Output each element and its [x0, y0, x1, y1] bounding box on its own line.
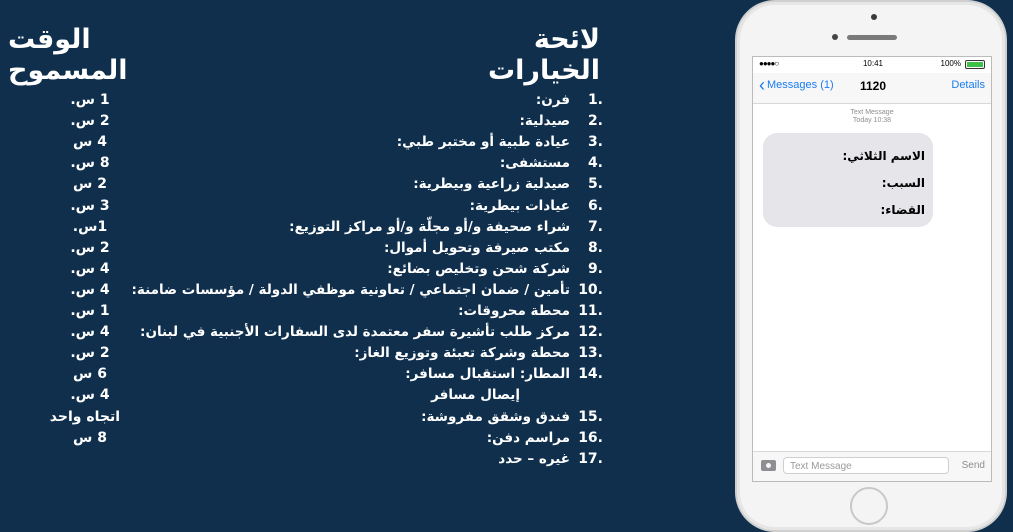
allowed-time: 4 س.: [70, 281, 110, 298]
details-button[interactable]: Details: [951, 79, 985, 91]
allowed-time: 6 س: [73, 366, 107, 383]
allowed-time: 1س.: [72, 218, 108, 235]
status-time: 10:41: [862, 59, 884, 68]
list-item: [0, 321, 620, 343]
message-type: Text Message: [850, 109, 894, 116]
chevron-left-icon: ‹: [759, 75, 765, 95]
option-label: صيدلية:: [519, 113, 570, 130]
list-item: [0, 110, 620, 132]
allowed-time: 2 س.: [70, 345, 110, 362]
option-label: مراسم دفن:: [486, 429, 570, 446]
option-number: 7.: [587, 218, 603, 235]
list-item: [0, 195, 620, 217]
option-label: تأمين / ضمان اجتماعي / تعاونية موظفي الدولة / مؤسسات ضامنة:: [131, 281, 570, 298]
status-bar: [753, 57, 991, 71]
list-item: [0, 152, 620, 174]
phone-mockup: [735, 0, 1007, 532]
allowed-time: 1 س.: [70, 303, 110, 319]
option-number: 4.: [587, 155, 603, 172]
option-number: 15.: [578, 408, 603, 425]
signal-icon: ●●●●○: [759, 59, 779, 68]
option-number: 5.: [587, 176, 603, 193]
back-label: Messages (1): [767, 79, 834, 91]
allowed-time: 4 س.: [70, 324, 110, 341]
message-input-bar: [753, 451, 991, 482]
option-number: 1.: [587, 92, 603, 108]
option-number: 6.: [587, 197, 603, 214]
list-item: [0, 342, 620, 364]
option-label: صيدلية زراعية وبيطرية:: [413, 176, 570, 193]
message-timestamp: Today 10:38: [852, 117, 892, 124]
list-item: [0, 300, 620, 322]
bubble-line-district: القضاء:: [880, 203, 925, 217]
option-number: 9.: [587, 260, 603, 277]
option-number: 13.: [578, 345, 603, 362]
list-item: [0, 237, 620, 259]
phone-screen: [752, 56, 992, 482]
option-number: 10.: [578, 281, 603, 298]
option-label: عيادات بيطرية:: [469, 197, 570, 214]
allowed-time: 2 س.: [70, 239, 110, 256]
home-button[interactable]: [850, 487, 888, 525]
list-item: [0, 131, 620, 153]
list-item: [0, 384, 620, 406]
allowed-time: اتجاه واحد: [49, 408, 120, 425]
option-label: مركز طلب تأشيرة سفر معتمدة لدى السفارات الأجنبية في لبنان:: [140, 324, 570, 341]
allowed-time: 4 س: [73, 134, 107, 151]
list-item: [0, 89, 620, 111]
allowed-time: 4 س.: [70, 260, 110, 277]
option-number: 2.: [587, 113, 603, 130]
option-label: المطار: استقبال مسافر:: [405, 366, 570, 383]
option-label: شركة شحن وتخليص بضائع:: [387, 260, 570, 277]
list-item: [0, 363, 620, 385]
list-item: [0, 258, 620, 280]
battery-percent: 100%: [940, 59, 961, 68]
sensor-icon: [832, 34, 838, 40]
option-number: 14.: [578, 366, 603, 383]
option-label: مستشفى:: [499, 155, 570, 172]
option-label: محطة وشركة تعبئة وتوزيع الغاز:: [354, 345, 570, 362]
message-bubble: [763, 133, 933, 227]
option-label: عيادة طبية أو مختبر طبي:: [396, 134, 570, 151]
speaker-grille: [847, 35, 897, 40]
option-number: 3.: [587, 134, 603, 151]
option-number: 8.: [587, 239, 603, 256]
allowed-time: 4 س.: [70, 387, 110, 404]
allowed-time: 8 س: [73, 429, 107, 446]
option-label: إيصال مسافر: [431, 387, 520, 404]
option-label: فرن:: [535, 92, 570, 108]
option-number: 11.: [578, 303, 603, 319]
bubble-line-reason: السبب:: [881, 176, 925, 190]
battery-icon: [965, 60, 985, 69]
list-item: [0, 448, 620, 470]
allowed-time: 1 س.: [70, 92, 110, 108]
allowed-time: 8 س.: [70, 155, 110, 172]
send-button[interactable]: Send: [961, 460, 985, 471]
option-number: 17.: [578, 450, 603, 467]
camera-icon[interactable]: [761, 460, 776, 471]
option-number: 16.: [578, 429, 603, 446]
list-item: [0, 216, 620, 238]
allowed-time-title: الوقت المسموح: [8, 24, 128, 86]
option-label: غيره – حدد: [498, 450, 570, 467]
list-item: [0, 406, 620, 428]
message-input[interactable]: Text Message: [783, 457, 949, 474]
option-number: 12.: [578, 324, 603, 341]
option-label: مكتب صيرفة وتحويل أموال:: [383, 239, 570, 256]
bubble-line-name: الاسم الثلاثي:: [842, 149, 925, 163]
back-button[interactable]: [759, 75, 834, 95]
option-label: فندق وشقق مفروشة:: [421, 408, 570, 425]
allowed-time: 2 س: [73, 176, 107, 193]
options-list-title: لائحة الخيارات: [488, 24, 600, 86]
option-label: محطة محروقات:: [458, 303, 570, 319]
allowed-time: 2 س.: [70, 113, 110, 130]
contact-name: 1120: [859, 79, 887, 93]
list-item: [0, 173, 620, 195]
allowed-time: 3 س.: [70, 197, 110, 214]
option-label: شراء صحيفة و/أو مجلّة و/أو مراكز التوزيع:: [289, 218, 570, 235]
list-item: [0, 427, 620, 449]
messages-nav-bar: [753, 73, 991, 104]
list-item: [0, 279, 620, 301]
message-meta: [753, 109, 991, 125]
front-camera-icon: [871, 14, 877, 20]
